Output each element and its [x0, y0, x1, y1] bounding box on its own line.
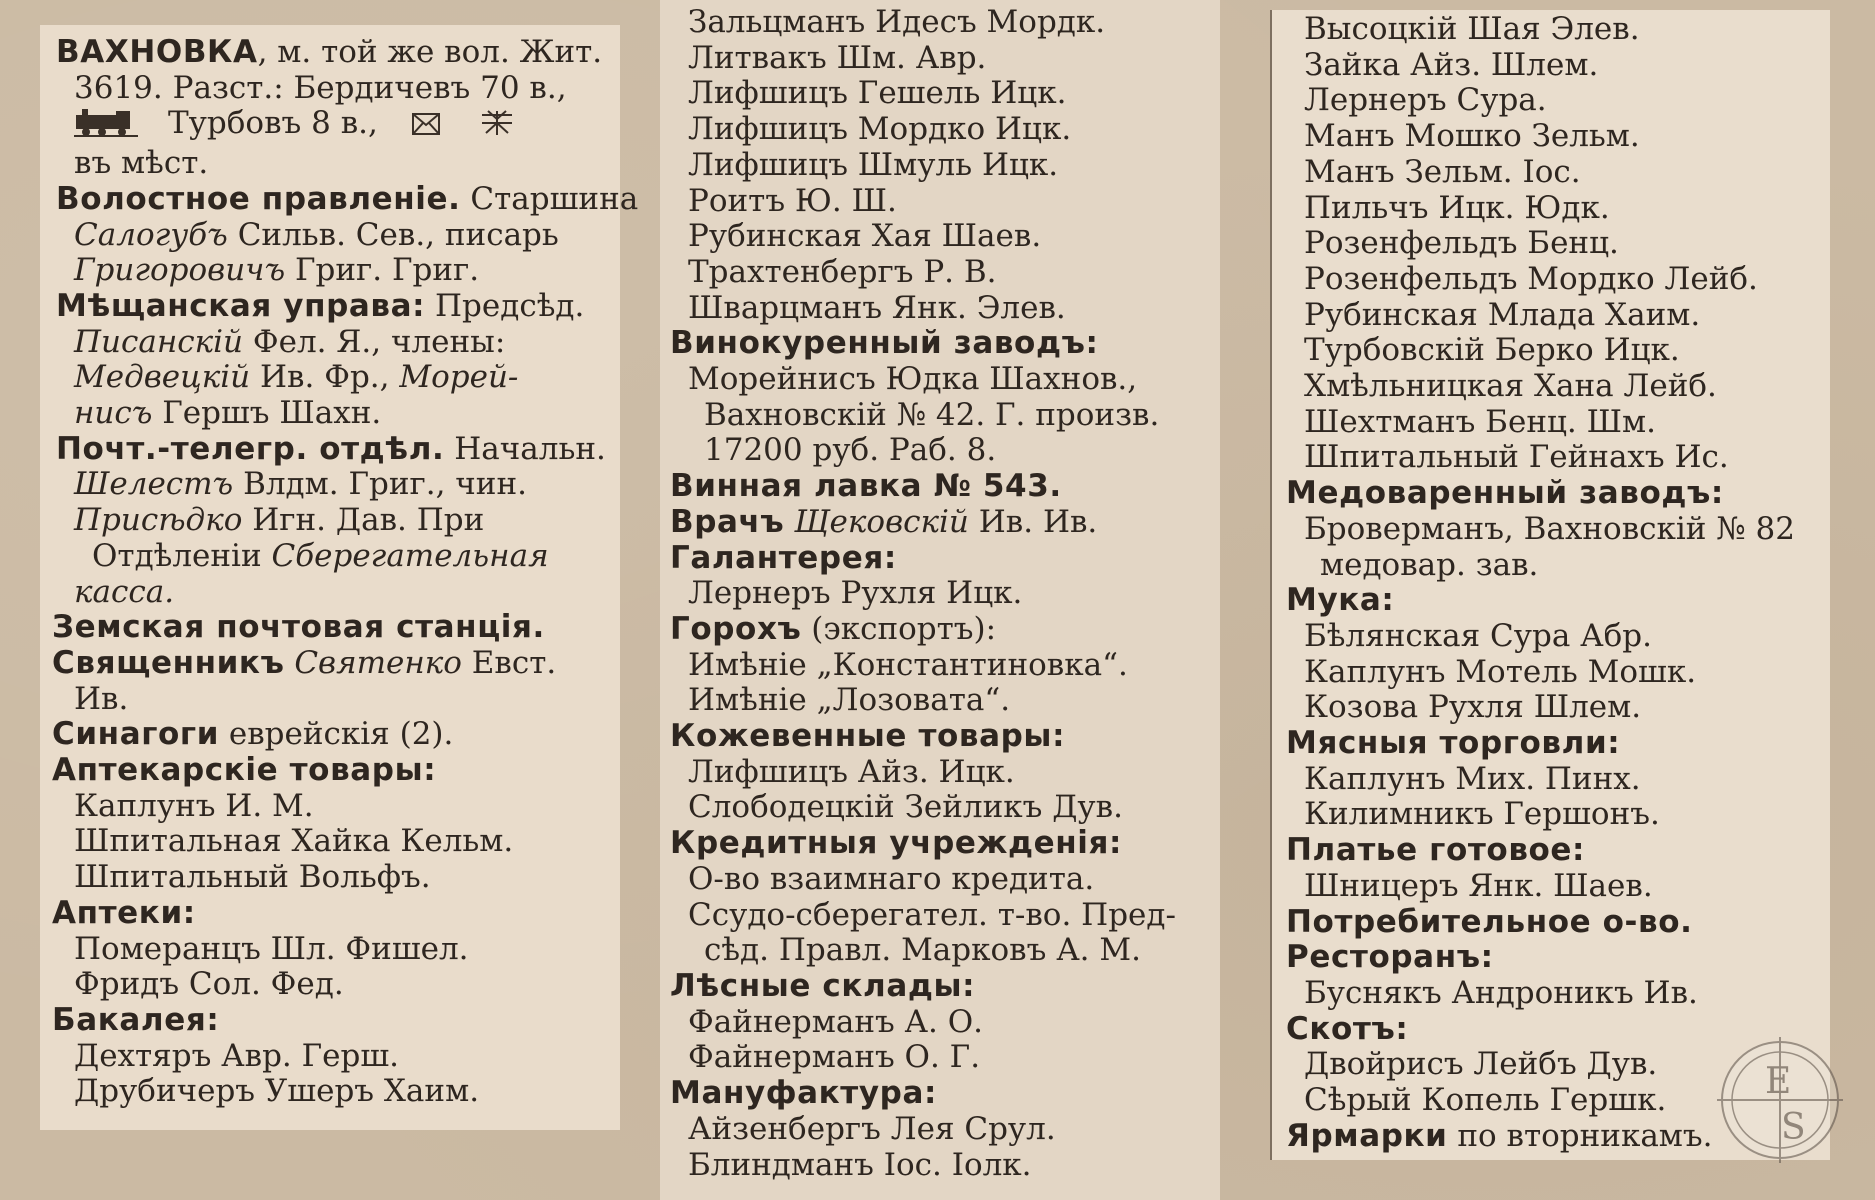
section-line: Мѣщанская управа: Предсѣд. — [56, 287, 585, 324]
section-heading: Винная лавка № 543. — [670, 468, 1062, 505]
entry-line: Присѣдко Игн. Дав. При — [74, 502, 485, 539]
section-heading: Лѣсные склады: — [670, 967, 976, 1004]
entry-line: Шницеръ Янк. Шаев. — [1304, 867, 1653, 904]
entry-line: медовар. зав. — [1320, 546, 1539, 583]
entry-line: Козова Рухля Шлем. — [1304, 689, 1642, 726]
section-line: Почт.-телегр. отдѣл. Начальн. — [56, 430, 606, 467]
entry-line: Григоровичъ Григ. Григ. — [74, 252, 480, 289]
section-heading: Галантерея: — [670, 539, 897, 576]
section-heading: Кожевенные товары: — [670, 718, 1066, 755]
entry-line: Розенфельдъ Мордко Лейб. — [1304, 260, 1758, 297]
entry-line: Лифшицъ Гешель Ицк. — [688, 75, 1067, 112]
section-heading: Платье готовое: — [1286, 832, 1586, 869]
entry-line: Блиндманъ Іос. Іолк. — [688, 1146, 1032, 1183]
entry-line: Отдѣленіи Сберегательная — [92, 537, 549, 574]
entry-line: Лернеръ Рухля Ицк. — [688, 575, 1023, 612]
entry-line: Манъ Мошко Зельм. — [1304, 118, 1640, 155]
entry-line: 3619. Разст.: Бердичевъ 70 в., — [74, 69, 567, 106]
entry-line: Лифшицъ Айз. Ицк. — [688, 753, 1015, 790]
section-heading: Почт.-телегр. отдѣл. — [56, 430, 445, 467]
entry-line: Пильчъ Ицк. Юдк. — [1304, 189, 1610, 226]
entry-line: О-во взаимнаго кредита. — [688, 860, 1095, 897]
section-heading: Скотъ: — [1286, 1010, 1409, 1047]
entry-line: Ив. — [74, 680, 129, 717]
section-heading: Аптеки: — [52, 894, 196, 931]
column-2 — [660, 0, 1220, 1200]
entry-line: Килимникъ Гершонъ. — [1304, 796, 1660, 833]
entry-line: Айзенбергъ Лея Срул. — [688, 1110, 1056, 1147]
entry-line: Вахновскій № 42. Г. произв. — [704, 396, 1160, 433]
section-line — [56, 180, 639, 218]
section-heading: Земская почтовая станція. — [52, 609, 545, 646]
entry-line: Шелестъ Влдм. Григ., чин. — [74, 466, 527, 503]
entry-line: Зальцманъ Идесъ Мордк. — [688, 4, 1106, 40]
entry-line: Имѣніе „Константиновка“. — [688, 646, 1128, 683]
entry-line: Хмѣльницкая Хана Лейб. — [1304, 368, 1717, 405]
section-heading: Мука: — [1286, 582, 1395, 619]
entry-line: Файнерманъ О. Г. — [688, 1039, 981, 1076]
entry-line: Каплунъ И. М. — [74, 787, 314, 824]
column-1 — [40, 25, 639, 1130]
telegraph-icon — [480, 109, 514, 146]
watermark-logo — [1717, 1037, 1843, 1163]
entry-line: Слободецкій Зейликъ Дув. — [688, 789, 1123, 826]
section-line: Врачъ Щековскій Ив. Ив. — [670, 503, 1098, 540]
train-icon — [74, 109, 138, 146]
town-name: ВАХНОВКА — [56, 34, 258, 70]
section-heading: Винокуренный заводъ: — [670, 325, 1099, 362]
entry-line: Каплунъ Мотель Мошк. — [1304, 653, 1697, 690]
entry-line: Каплунъ Мих. Пинх. — [1304, 760, 1641, 797]
entry-line: Шпитальный Гейнахъ Ис. — [1304, 439, 1729, 476]
entry-line: Писанскій Фел. Я., члены: — [74, 323, 506, 360]
entry-line: Шехтманъ Бенц. Шм. — [1304, 403, 1656, 440]
section-heading: Волостное правленіе. — [56, 180, 461, 217]
entry-line — [74, 106, 620, 146]
entry-line: Шпитальная Хайка Кельм. — [74, 823, 514, 860]
entry-line: Двойрисъ Лейбъ Дув. — [1304, 1046, 1658, 1083]
entry-line: 17200 руб. Раб. 8. — [704, 432, 997, 469]
entry-line: Литвакъ Шм. Авр. — [688, 39, 987, 76]
entry-line: Рубинская Хая Шаев. — [688, 218, 1042, 255]
watermark-letter-bottom: S — [1781, 1107, 1806, 1148]
entry-line: Турбовскій Берко Ицк. — [1304, 332, 1680, 369]
entry-line: Медвецкій Ив. Фр., Морей- — [74, 359, 519, 396]
section-heading: Мясныя торговли: — [1286, 725, 1621, 762]
entry-line: Имѣніе „Лозовата“. — [688, 682, 1011, 719]
section-line: Синагоги еврейскія (2). — [52, 716, 454, 753]
entry-line: Зайка Айз. Шлем. — [1304, 46, 1599, 83]
section-heading: Мѣщанская управа: — [56, 287, 426, 324]
column-3 — [1270, 10, 1830, 1160]
entry-line: Салогубъ Сильв. Сев., писарь — [74, 216, 559, 253]
section-heading: Аптекарскіе товары: — [52, 752, 437, 789]
entry-line: Роитъ Ю. Ш. — [688, 182, 897, 219]
entry-line: Лифшицъ Шмуль Ицк. — [688, 146, 1059, 183]
entry-line: Фридъ Сол. Фед. — [74, 966, 344, 1003]
entry-line: Лернеръ Сура. — [1304, 82, 1547, 119]
entry-line: Шпитальный Вольфъ. — [74, 859, 431, 896]
town-description: , м. той же вол. Жит. — [257, 34, 603, 70]
entry-line: Померанцъ Шл. Фишел. — [74, 930, 469, 967]
entry-line: касса. — [74, 573, 175, 610]
entry-line: въ мѣст. — [74, 145, 209, 182]
section-line: Ярмарки по вторникамъ. — [1286, 1117, 1713, 1154]
section-heading: Бакалея: — [52, 1001, 220, 1038]
section-heading: Ресторанъ: — [1286, 939, 1494, 976]
distance-text: Турбовъ 8 в., — [168, 105, 378, 142]
entry-line: Трахтенбергъ Р. В. — [688, 253, 997, 290]
envelope-icon — [412, 108, 440, 144]
entry-text: Старшина — [470, 180, 639, 217]
entry-line: нисъ Гершъ Шахн. — [74, 395, 382, 432]
entry-line: Бѣлянская Сура Абр. — [1304, 617, 1652, 654]
section-heading: Мануфактура: — [670, 1075, 937, 1112]
section-heading: Потребительное о-во. — [1286, 903, 1693, 940]
entry-line: Файнерманъ А. О. — [688, 1003, 984, 1040]
entry-line: Высоцкій Шая Элев. — [1304, 11, 1640, 47]
section-line: Священникъ Святенко Евст. — [52, 644, 557, 681]
entry-line: Розенфельдъ Бенц. — [1304, 225, 1619, 262]
entry-line: Сѣрый Копель Гершк. — [1304, 1082, 1667, 1119]
entry-line: Морейнисъ Юдка Шахнов., — [688, 361, 1138, 398]
watermark-letter-top: E — [1765, 1061, 1792, 1102]
entry-line: Брoверманъ, Вахновскій № 82 — [1304, 510, 1795, 547]
section-heading: Медоваренный заводъ: — [1286, 475, 1724, 512]
entry-line: Лифшицъ Мордко Ицк. — [688, 111, 1072, 148]
entry-line: Рубинская Млада Хаим. — [1304, 296, 1701, 333]
entry-line: Манъ Зельм. Іос. — [1304, 153, 1581, 190]
section-line: Горохъ (экспортъ): — [670, 610, 997, 647]
entry-line: Шварцманъ Янк. Элев. — [688, 289, 1066, 326]
entry-line: Дехтяръ Авр. Герш. — [74, 1037, 400, 1074]
entry-line: Друбичеръ Ушеръ Хаим. — [74, 1073, 480, 1110]
entry-line: сѣд. Правл. Марковъ А. М. — [704, 932, 1141, 969]
entry-line: Буснякъ Андроникъ Ив. — [1304, 974, 1698, 1011]
section-heading: Кредитныя учрежденія: — [670, 825, 1122, 862]
entry-line — [56, 34, 620, 71]
entry-line: Ссудо-сберегател. т-во. Пред- — [688, 896, 1176, 933]
